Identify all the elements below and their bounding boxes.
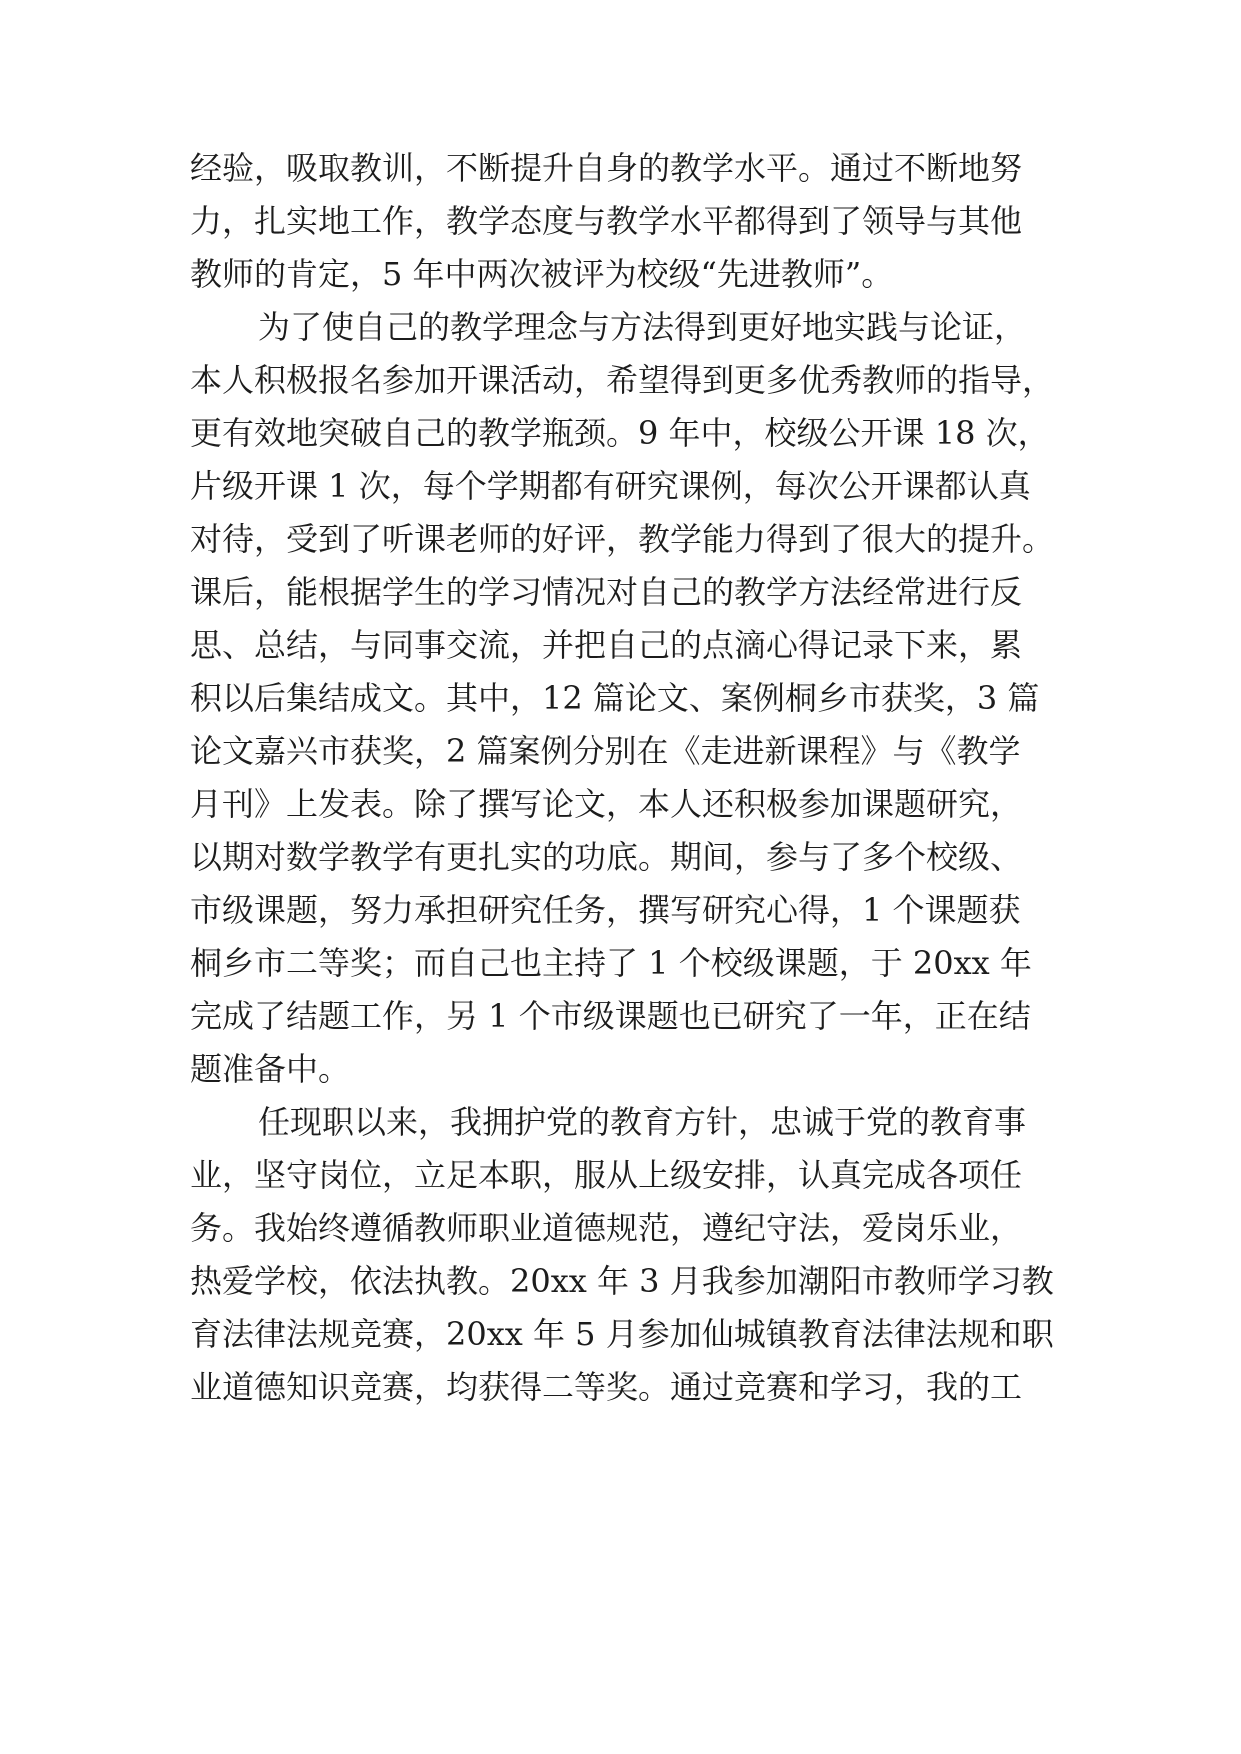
text-line: 市级课题，努力承担研究任务，撰写研究心得，1 个课题获 — [190, 891, 1021, 929]
paragraph-first-line: 为了使自己的教学理念与方法得到更好地实践与论证， — [258, 308, 1027, 346]
text-line: 桐乡市二等奖；而自己也主持了 1 个校级课题，于 20xx 年 — [190, 944, 1032, 982]
text-line: 课后，能根据学生的学习情况对自己的教学方法经常进行反 — [190, 573, 1023, 611]
text-line: 教师的肯定，5 年中两次被评为校级“先进教师”。 — [190, 255, 894, 293]
text-line: 业道德知识竞赛，均获得二等奖。通过竞赛和学习，我的工 — [190, 1368, 1023, 1406]
text-line: 片级开课 1 次，每个学期都有研究课例，每次公开课都认真 — [190, 467, 1031, 505]
text-line: 务。我始终遵循教师职业道德规范，遵纪守法，爱岗乐业， — [190, 1209, 1023, 1247]
text-line: 育法律法规竞赛，20xx 年 5 月参加仙城镇教育法律法规和职 — [190, 1315, 1054, 1353]
text-line: 经验，吸取教训，不断提升自身的教学水平。通过不断地努 — [190, 149, 1023, 187]
text-line: 以期对数学教学有更扎实的功底。期间，参与了多个校级、 — [190, 838, 1023, 876]
text-line: 思、总结，与同事交流，并把自己的点滴心得记录下来，累 — [190, 626, 1023, 664]
text-line: 更有效地突破自己的教学瓶颈。9 年中，校级公开课 18 次， — [190, 414, 1050, 452]
text-line: 对待，受到了听课老师的好评，教学能力得到了很大的提升。 — [190, 520, 1055, 558]
text-line: 力，扎实地工作，教学态度与教学水平都得到了领导与其他 — [190, 202, 1023, 240]
text-line: 完成了结题工作，另 1 个市级课题也已研究了一年，正在结 — [190, 997, 1031, 1035]
text-line: 题准备中。 — [190, 1050, 351, 1088]
text-line: 热爱学校，依法执教。20xx 年 3 月我参加潮阳市教师学习教 — [190, 1262, 1054, 1300]
text-line: 月刊》上发表。除了撰写论文，本人还积极参加课题研究， — [190, 785, 1023, 823]
text-line: 本人积极报名参加开课活动，希望得到更多优秀教师的指导， — [190, 361, 1055, 399]
text-line: 业，坚守岗位，立足本职，服从上级安排，认真完成各项任 — [190, 1156, 1023, 1194]
text-line: 积以后集结成文。其中，12 篇论文、案例桐乡市获奖，3 篇 — [190, 679, 1040, 717]
text-line: 论文嘉兴市获奖，2 篇案例分别在《走进新课程》与《教学 — [190, 732, 1021, 770]
paragraph-first-line: 任现职以来，我拥护党的教育方针，忠诚于党的教育事 — [258, 1103, 1027, 1141]
